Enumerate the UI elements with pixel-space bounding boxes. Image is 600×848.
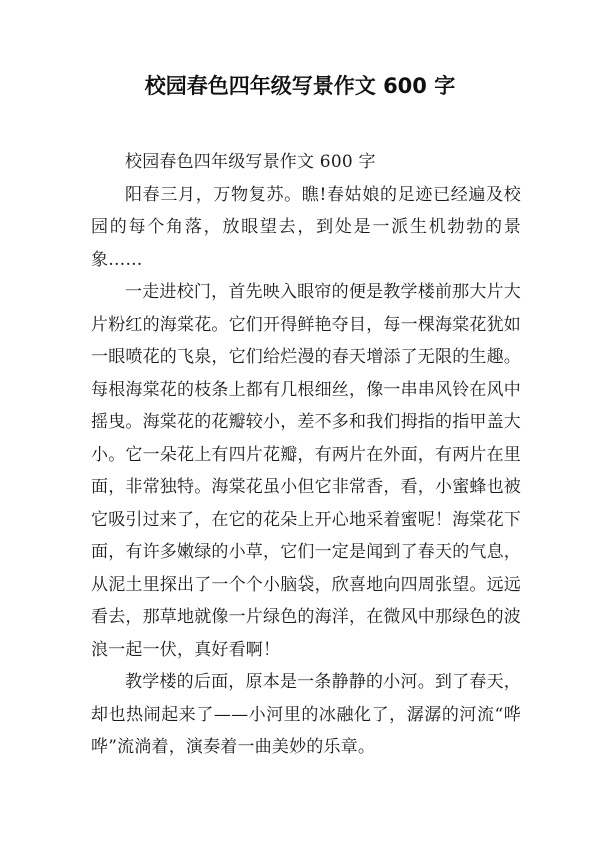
- paragraph-subtitle: 校园春色四年级写景作文 600 字: [125, 152, 376, 172]
- paragraph-intro: 阳春三月，万物复苏。瞧!春姑娘的足迹已经遍及校园的每个角落，放眼望去，到处是一派生机勃勃的景象……: [91, 184, 521, 270]
- document-title: 校园春色四年级写景作文 600 字: [144, 74, 456, 98]
- paragraph-haitang: 一走进校门，首先映入眼帘的便是教学楼前那大片大片粉红的海棠花。它们开得鲜艳夺目，每一棵海棠花犹如一眼喷花的飞泉，它们给烂漫的春天增添了无限的生趣。每根海棠花的枝条上都有几根细丝，像一串串风铃在风中摇曳。海棠花的花瓣较小，差不多和我们拇指的指甲盖大小。它一朵花上有四片花瓣，有两片在外面，有两片在里面，非常独特。海棠花虽小但它非常香，看，小蜜蜂也被它吸引过来了，在它的花朵上开心地采着蜜呢！海棠花下面，有许多嫩绿的小草，它们一定是闻到了春天的气息，从泥土里探出了一个个小脑袋，欣喜地向四周张望。远远看去，那草地就像一片绿色的海洋，在微风中那绿色的波浪一起一伏，真好看啊！: [91, 282, 521, 660]
- document-body: [91, 146, 521, 764]
- paragraph-river: 教学楼的后面，原本是一条静静的小河。到了春天，却也热闹起来了——小河里的冰融化了，潺潺的河流“哗哗”流淌着，演奏着一曲美妙的乐章。: [91, 672, 521, 757]
